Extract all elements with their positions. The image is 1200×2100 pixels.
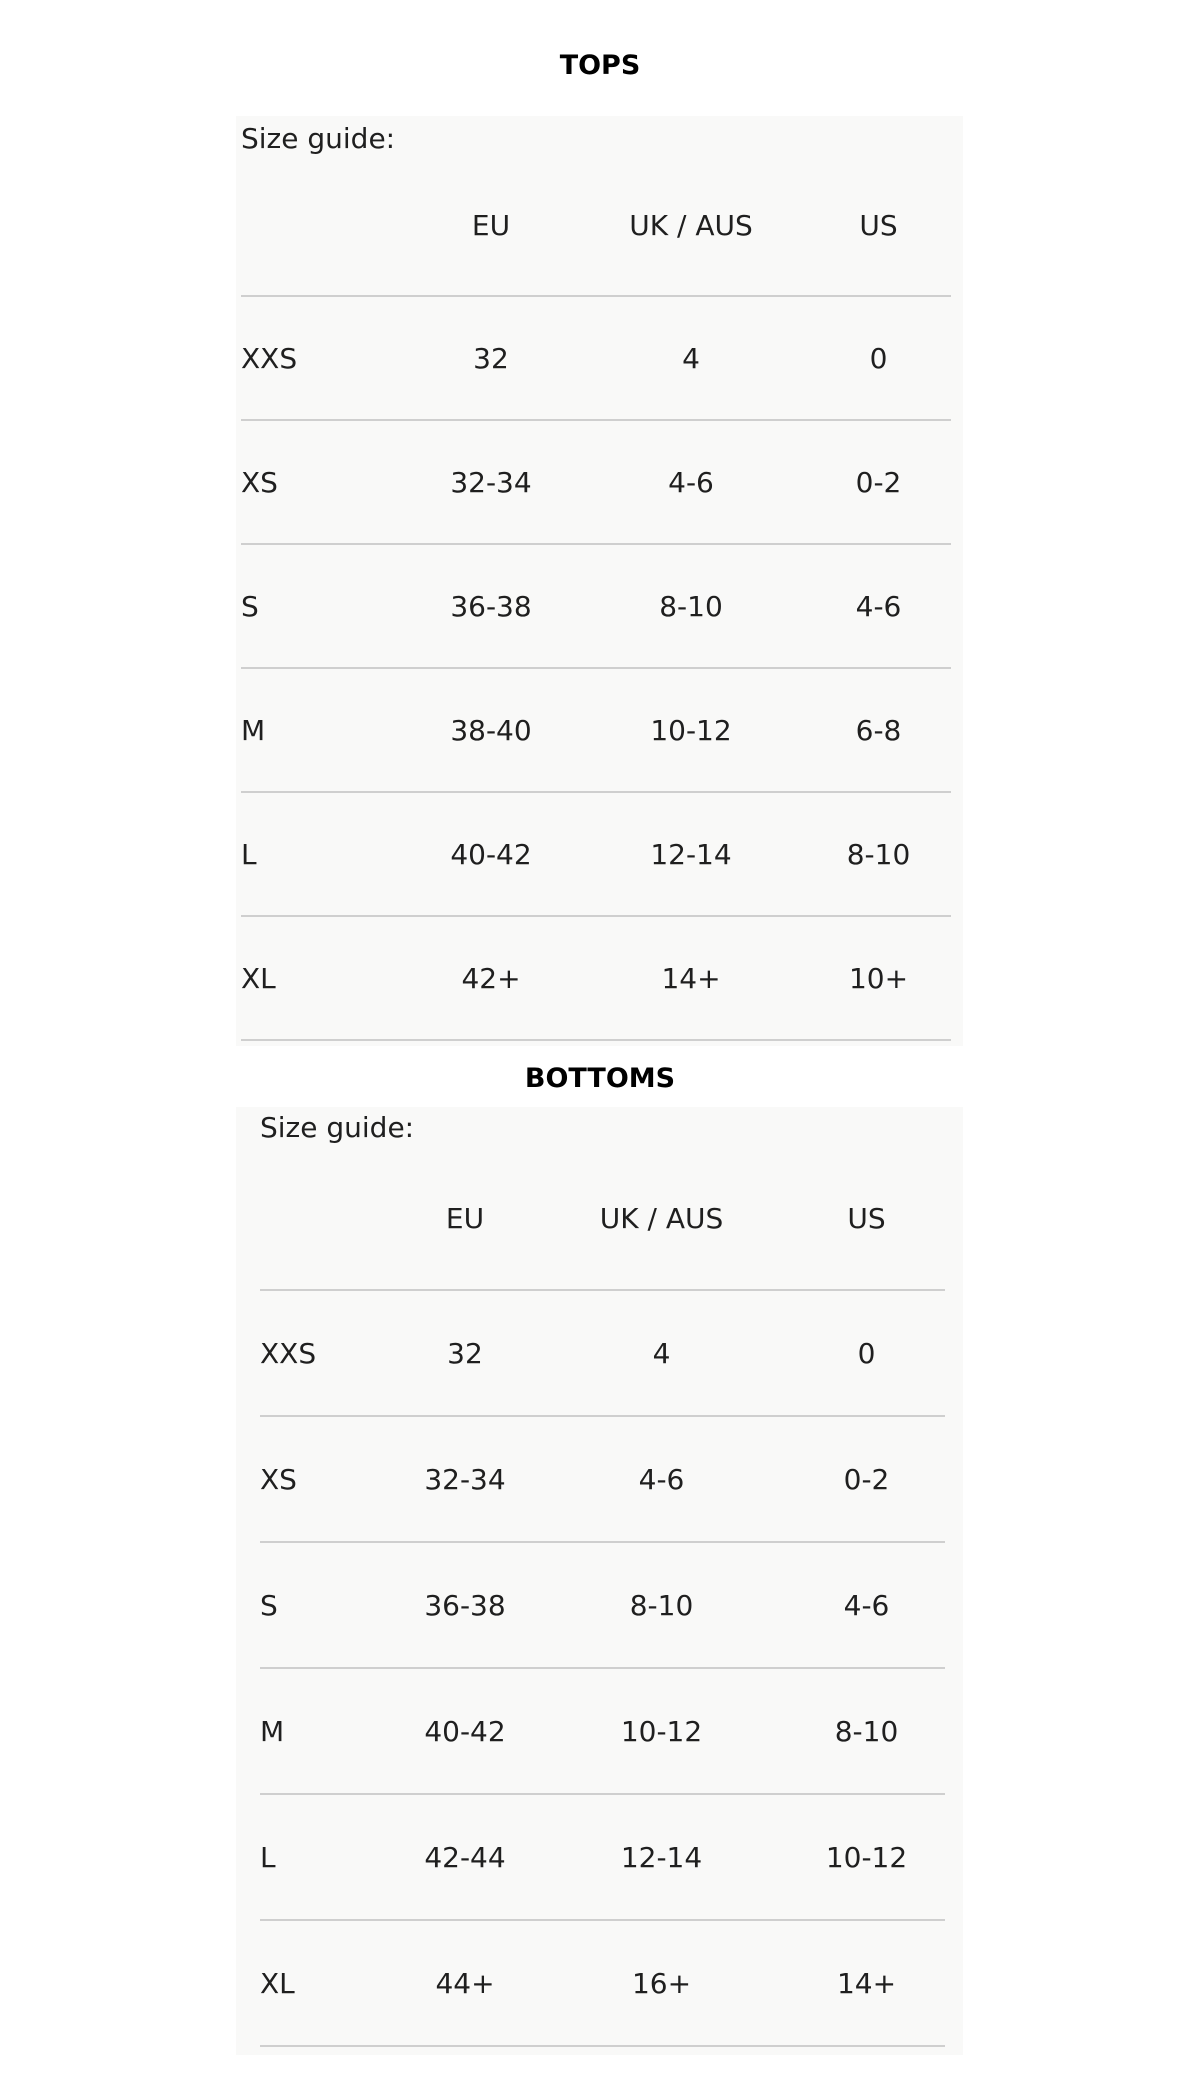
table-row [260,1542,945,1668]
us-cell: 14+ [788,1920,945,2046]
eu-cell: 32-34 [395,1416,535,1542]
size-cell: M [241,668,406,792]
table-header-row [260,1148,945,1290]
header-size [260,1148,395,1290]
table-row [241,420,951,544]
size-cell: XS [241,420,406,544]
tops-size-guide-label: Size guide: [241,122,396,155]
us-cell: 8-10 [788,1668,945,1794]
header-us: US [788,1148,945,1290]
header-us: US [806,156,951,296]
us-cell: 0 [788,1290,945,1416]
tops-section-title: TOPS [559,50,641,81]
table-row [260,1290,945,1416]
eu-cell: 44+ [395,1920,535,2046]
eu-cell: 36-38 [395,1542,535,1668]
bottoms-size-guide-label: Size guide: [260,1111,415,1144]
uk-aus-cell: 4-6 [576,420,806,544]
us-cell: 0 [806,296,951,420]
eu-cell: 40-42 [406,792,576,916]
eu-cell: 38-40 [406,668,576,792]
table-row [241,792,951,916]
uk-aus-cell: 10-12 [576,668,806,792]
size-cell: XL [260,1920,395,2046]
tops-size-table [241,156,951,1041]
table-row [241,916,951,1040]
bottoms-section-title: BOTTOMS [524,1063,676,1094]
table-header-row [241,156,951,296]
uk-aus-cell: 4-6 [535,1416,788,1542]
us-cell: 10+ [806,916,951,1040]
eu-cell: 42-44 [395,1794,535,1920]
table-row [241,296,951,420]
eu-cell: 32 [395,1290,535,1416]
table-row [241,544,951,668]
header-eu: EU [406,156,576,296]
uk-aus-cell: 8-10 [535,1542,788,1668]
size-cell: L [260,1794,395,1920]
size-cell: XS [260,1416,395,1542]
uk-aus-cell: 10-12 [535,1668,788,1794]
table-row [260,1668,945,1794]
us-cell: 0-2 [788,1416,945,1542]
uk-aus-cell: 4 [576,296,806,420]
us-cell: 6-8 [806,668,951,792]
eu-cell: 32 [406,296,576,420]
eu-cell: 40-42 [395,1668,535,1794]
us-cell: 0-2 [806,420,951,544]
size-cell: L [241,792,406,916]
us-cell: 4-6 [806,544,951,668]
eu-cell: 42+ [406,916,576,1040]
size-cell: XL [241,916,406,1040]
table-row [260,1920,945,2046]
header-uk-aus: UK / AUS [535,1148,788,1290]
eu-cell: 36-38 [406,544,576,668]
us-cell: 8-10 [806,792,951,916]
size-cell: XXS [241,296,406,420]
table-row [260,1416,945,1542]
bottoms-size-guide-panel [236,1107,963,2055]
uk-aus-cell: 4 [535,1290,788,1416]
bottoms-size-table [260,1148,945,2047]
uk-aus-cell: 12-14 [576,792,806,916]
size-cell: XXS [260,1290,395,1416]
uk-aus-cell: 14+ [576,916,806,1040]
table-row [260,1794,945,1920]
eu-cell: 32-34 [406,420,576,544]
size-cell: S [241,544,406,668]
size-cell: S [260,1542,395,1668]
table-row [241,668,951,792]
us-cell: 4-6 [788,1542,945,1668]
tops-size-guide-panel [236,116,963,1046]
header-eu: EU [395,1148,535,1290]
uk-aus-cell: 8-10 [576,544,806,668]
uk-aus-cell: 12-14 [535,1794,788,1920]
header-uk-aus: UK / AUS [576,156,806,296]
header-size [241,156,406,296]
size-cell: M [260,1668,395,1794]
us-cell: 10-12 [788,1794,945,1920]
uk-aus-cell: 16+ [535,1920,788,2046]
